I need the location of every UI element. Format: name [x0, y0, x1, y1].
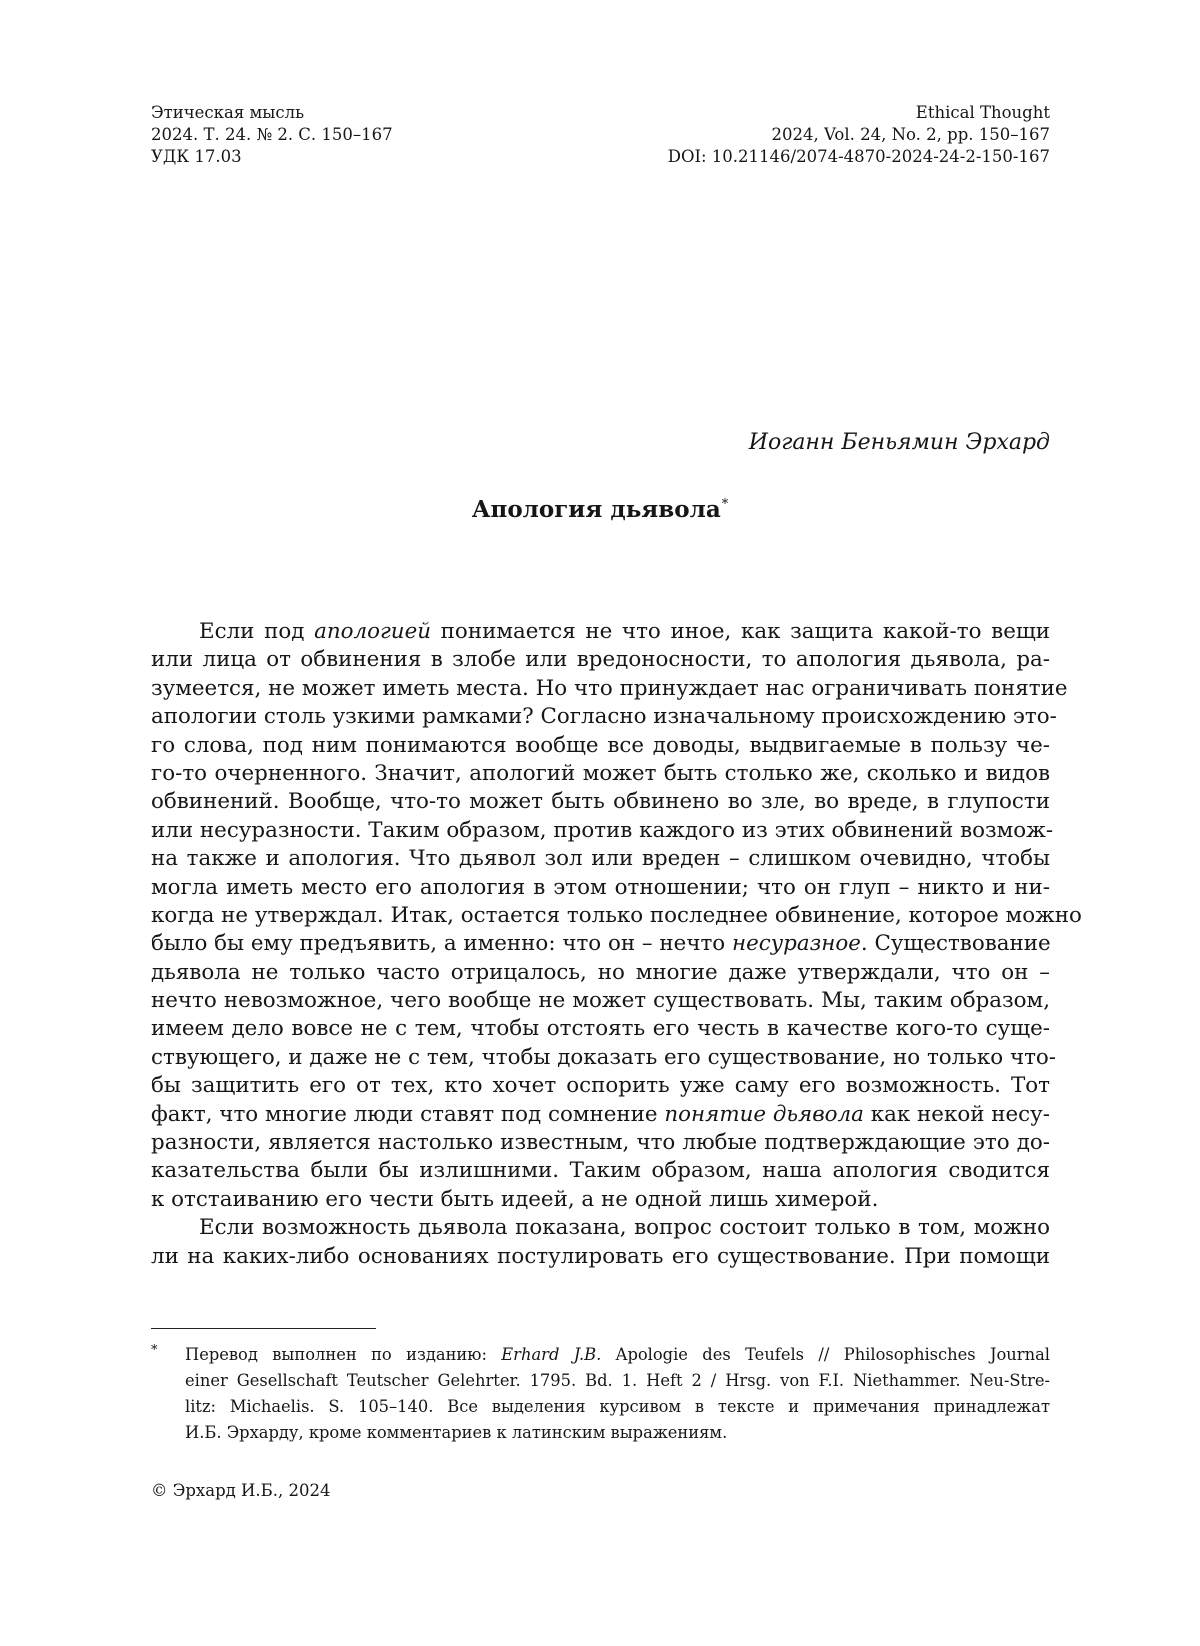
body-line: го-то очерненного. Значит, апологий может быть столько же, сколько и видов [151, 760, 1050, 786]
footnote-text [185, 1342, 1050, 1446]
body-line: к отстаиванию его чести быть идеей, а не одной лишь химерой. [151, 1186, 879, 1212]
body-line: казательства были бы излишними. Таким образом, наша апология сводится [151, 1158, 1050, 1184]
udc-code: УДК 17.03 [151, 147, 242, 166]
issue-info-ru: 2024. Т. 24. № 2. С. 150–167 [151, 125, 393, 144]
body-line: когда не утверждал. Итак, остается только последнее обвинение, которое можно [151, 902, 1082, 928]
footnote [151, 1342, 1050, 1446]
body-line: апологии столь узкими рамками? Согласно изначальному происхождению это- [151, 704, 1057, 730]
footnote-author: Erhard J.B. [501, 1345, 602, 1364]
footnote-mark: * [151, 1343, 158, 1358]
body-line: обвинений. Вообще, что-то может быть обвинено во зле, во вреде, в глупости [151, 789, 1050, 815]
title-footnote-mark: * [721, 497, 729, 512]
body-line: имеем дело вовсе не с тем, чтобы отстоять его честь в качестве кого-то суще- [151, 1016, 1050, 1042]
body-line: ли на каких-либо основаниях постулировать его существование. При помощи [151, 1243, 1050, 1269]
issue-info-en: 2024, Vol. 24, No. 2, pp. 150–167 [771, 125, 1050, 144]
footnote-divider [151, 1328, 376, 1329]
emphasis-apologia: апологией [314, 619, 432, 644]
article-body [151, 618, 1082, 1271]
body-line: факт, что многие люди ставят под сомнение понятие дьявола как некой несу- [151, 1101, 1050, 1127]
body-line: или лица от обвинения в злобе или вредоносности, то апология дьявола, ра- [151, 647, 1050, 673]
title-text: Апология дьявола [471, 496, 721, 523]
footnote-line: litz: Michaelis. S. 105–140. Все выделения курсивом в тексте и примечания принадлежат [185, 1397, 1050, 1416]
footnote-line: Перевод выполнен по изданию: Erhard J.B. Apologie des Teufels // Philosophisches Journal [185, 1345, 1050, 1364]
body-line: ствующего, и даже не с тем, чтобы доказать его существование, но только что- [151, 1044, 1057, 1070]
article-title [0, 496, 1200, 523]
article-author: Иоганн Беньямин Эрхард [748, 430, 1050, 455]
body-line: Если возможность дьявола показана, вопрос состоит только в том, можно [199, 1215, 1050, 1241]
journal-name-en: Ethical Thought [915, 103, 1050, 122]
footnote-line: И.Б. Эрхарду, кроме комментариев к латинским выражениям. [185, 1423, 728, 1442]
journal-name-ru: Этическая мысль [151, 103, 305, 122]
body-line: нечто невозможное, чего вообще не может существовать. Мы, таким образом, [151, 988, 1050, 1014]
body-line: на также и апология. Что дьявол зол или вреден – слишком очевидно, чтобы [151, 846, 1050, 872]
body-line: зумеется, не может иметь места. Но что принуждает нас ограничивать понятие [151, 675, 1068, 701]
body-line: го слова, под ним понимаются вообще все доводы, выдвигаемые в пользу че- [151, 732, 1050, 758]
body-line: бы защитить его от тех, кто хочет оспорить уже саму его возможность. Тот [151, 1073, 1050, 1099]
body-line: Если под апологией понимается не что иное, как защита какой-то вещи [199, 619, 1050, 644]
journal-header-ru [151, 102, 393, 168]
copyright: © Эрхард И.Б., 2024 [151, 1481, 331, 1500]
body-line: дьявола не только часто отрицалось, но многие даже утверждали, что он – [151, 959, 1050, 985]
emphasis-ponyatie: понятие дьявола [664, 1101, 864, 1127]
emphasis-nesuraznoe: несуразное [731, 931, 861, 957]
body-line: могла иметь место его апология в этом отношении; что он глуп – никто и ни- [151, 874, 1050, 900]
footnote-line: einer Gesellschaft Teutscher Gelehrter. 1795. Bd. 1. Heft 2 / Hrsg. von F.I. Niethammer. Neu-Stre- [185, 1371, 1050, 1390]
journal-header-en [668, 102, 1050, 168]
body-line: было бы ему предъявить, а именно: что он – нечто несуразное. Существование [151, 931, 1051, 957]
body-line: разности, является настолько известным, что любые подтверждающие это до- [151, 1130, 1050, 1156]
body-line: или несуразности. Таким образом, против каждого из этих обвинений возмож- [151, 817, 1054, 843]
doi: DOI: 10.21146/2074-4870-2024-24-2-150-167 [667, 147, 1050, 166]
